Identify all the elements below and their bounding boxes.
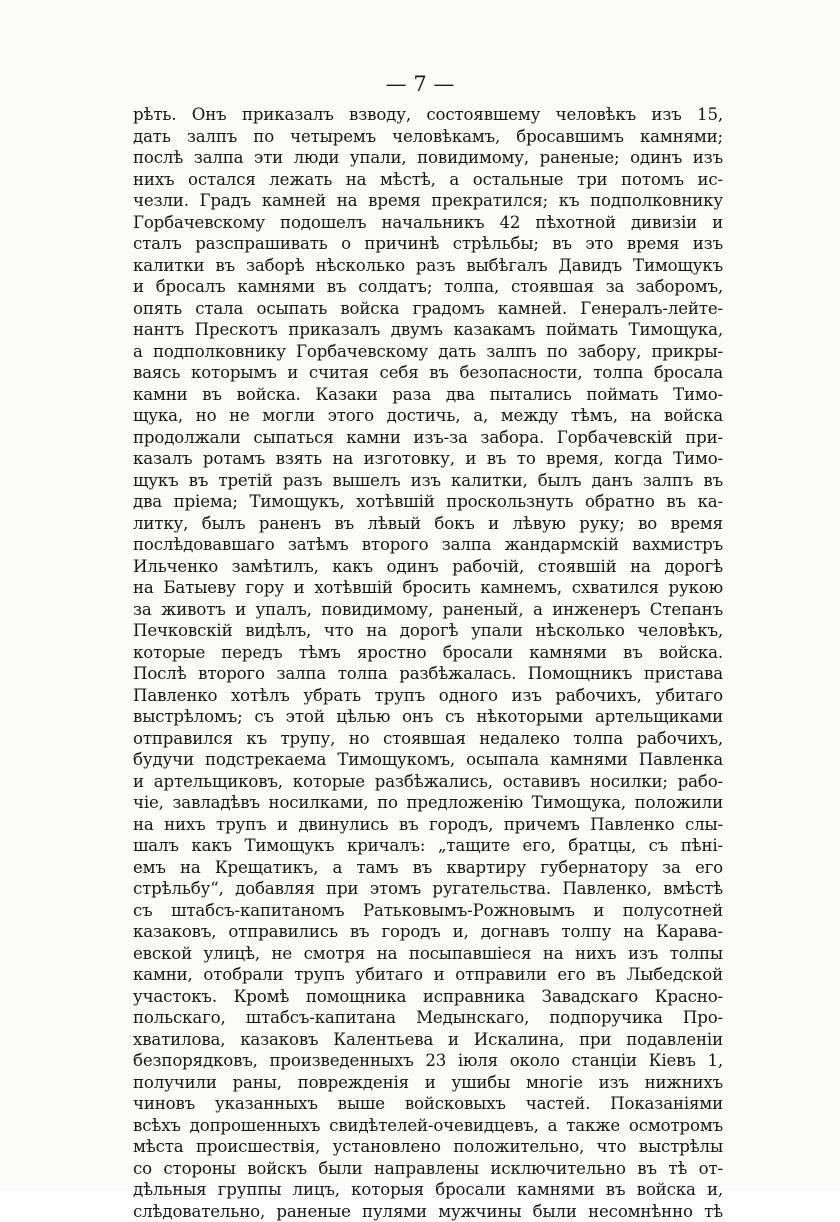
text-line: участокъ. Кромѣ помощника исправника Завадскаго Красно- bbox=[133, 986, 723, 1008]
text-line: и бросалъ камнями въ солдатъ; толпа, стоявшая за заборомъ, bbox=[133, 276, 723, 298]
text-line: щукъ въ третій разъ вышелъ изъ калитки, былъ данъ залпъ въ bbox=[133, 470, 723, 492]
text-line: камни, отобрали трупъ убитаго и отправили его въ Лыбедской bbox=[133, 964, 723, 986]
text-line: емъ на Крещатикъ, а тамъ въ квартиру губернатору за его bbox=[133, 857, 723, 879]
text-line: камни въ войска. Казаки раза два пытались поймать Тимо- bbox=[133, 384, 723, 406]
text-line: на Батыеву гору и хотѣвшій бросить камнемъ, схватился рукою bbox=[133, 577, 723, 599]
text-line: за животъ и упалъ, повидимому, раненый, а инженеръ Степанъ bbox=[133, 599, 723, 621]
text-line: и артельщиковъ, которые разбѣжались, оставивъ носилки; рабо- bbox=[133, 771, 723, 793]
text-line: рѣть. Онъ приказалъ взводу, состоявшему человѣкъ изъ 15, bbox=[133, 104, 723, 126]
text-line: сталъ разспрашивать о причинѣ стрѣльбы; въ это время изъ bbox=[133, 233, 723, 255]
text-line: послѣдовавшаго затѣмъ второго залпа жандармскій вахмистръ bbox=[133, 534, 723, 556]
text-line: мѣста происшествія, установлено положительно, что выстрѣлы bbox=[133, 1136, 723, 1158]
text-line: продолжали сыпаться камни изъ-за забора. Горбачевскій при- bbox=[133, 427, 723, 449]
text-line: два пріема; Тимощукъ, хотѣвшій проскользнуть обратно въ ка- bbox=[133, 491, 723, 513]
text-line: хватилова, казаковъ Калентьева и Искалина, при подавленіи bbox=[133, 1029, 723, 1051]
text-line: получили раны, поврежденія и ушибы многіе изъ нижнихъ bbox=[133, 1072, 723, 1094]
body-text bbox=[133, 104, 723, 1222]
text-line: нантъ Прескотъ приказалъ двумъ казакамъ поймать Тимощука, bbox=[133, 319, 723, 341]
text-line: Ильченко замѣтилъ, какъ одинъ рабочій, стоявшій на дорогѣ bbox=[133, 556, 723, 578]
text-line: выстрѣломъ; съ этой цѣлью онъ съ нѣкоторыми артельщиками bbox=[133, 706, 723, 728]
text-line: отправился къ трупу, но стоявшая недалеко толпа рабочихъ, bbox=[133, 728, 723, 750]
page-number: — 7 — bbox=[0, 72, 840, 96]
text-line: шалъ какъ Тимощукъ кричалъ: „тащите его, братцы, съ пѣні- bbox=[133, 835, 723, 857]
text-line: съ штабсъ-капитаномъ Ратьковымъ-Рожновымъ и полусотней bbox=[133, 900, 723, 922]
text-line: Печковскій видѣлъ, что на дорогѣ упали нѣсколько человѣкъ, bbox=[133, 620, 723, 642]
text-line: Горбачевскому подошелъ начальникъ 42 пѣхотной дивизіи и bbox=[133, 212, 723, 234]
text-line: Павленко хотѣлъ убрать трупъ одного изъ рабочихъ, убитаго bbox=[133, 685, 723, 707]
text-line: будучи подстрекаема Тимощукомъ, осыпала камнями Павленка bbox=[133, 749, 723, 771]
text-line: казаковъ, отправились въ городъ и, догнавъ толпу на Карава- bbox=[133, 921, 723, 943]
text-line: чиновъ указанныхъ выше войсковыхъ частей. Показаніями bbox=[133, 1093, 723, 1115]
text-line: которые передъ тѣмъ яростно бросали камнями въ войска. bbox=[133, 642, 723, 664]
text-line: всѣхъ допрошенныхъ свидѣтелей-очевидцевъ, а также осмотромъ bbox=[133, 1115, 723, 1137]
text-line: нихъ остался лежать на мѣстѣ, а остальные три потомъ ис- bbox=[133, 169, 723, 191]
text-line: опять стала осыпать войска градомъ камней. Генералъ-лейте- bbox=[133, 298, 723, 320]
text-line: щука, но не могли этого достичь, а, между тѣмъ, на войска bbox=[133, 405, 723, 427]
text-line: Послѣ второго залпа толпа разбѣжалась. Помощникъ пристава bbox=[133, 663, 723, 685]
text-line: безпорядковъ, произведенныхъ 23 іюля около станціи Кіевъ 1, bbox=[133, 1050, 723, 1072]
text-line: а подполковнику Горбачевскому дать залпъ по забору, прикры- bbox=[133, 341, 723, 363]
text-line: казалъ ротамъ взять на изготовку, и въ то время, когда Тимо- bbox=[133, 448, 723, 470]
text-line: ваясь которымъ и считая себя въ безопасности, толпа бросала bbox=[133, 362, 723, 384]
text-line: послѣ залпа эти люди упали, повидимому, раненые; одинъ изъ bbox=[133, 147, 723, 169]
text-line: евской улицѣ, не смотря на посыпавшіеся на нихъ изъ толпы bbox=[133, 943, 723, 965]
text-line: калитки въ заборѣ нѣсколько разъ выбѣгалъ Давидъ Тимощукъ bbox=[133, 255, 723, 277]
text-line: со стороны войскъ были направлены исключительно въ тѣ от- bbox=[133, 1158, 723, 1180]
text-line: на нихъ трупъ и двинулись въ городъ, причемъ Павленко слы- bbox=[133, 814, 723, 836]
text-line: дать залпъ по четыремъ человѣкамъ, бросавшимъ камнями; bbox=[133, 126, 723, 148]
text-line: литку, былъ раненъ въ лѣвый бокъ и лѣвую руку; во время bbox=[133, 513, 723, 535]
text-line: чезли. Градъ камней на время прекратился; къ подполковнику bbox=[133, 190, 723, 212]
text-line: польскаго, штабсъ-капитана Медынскаго, подпоручика Про- bbox=[133, 1007, 723, 1029]
text-line: чіе, завладѣвъ носилками, по предложенію Тимощука, положили bbox=[133, 792, 723, 814]
text-line: стрѣльбу“, добавляя при этомъ ругательства. Павленко, вмѣстѣ bbox=[133, 878, 723, 900]
text-line: дѣльныя группы лицъ, которыя бросали камнями въ войска и, bbox=[133, 1179, 723, 1201]
text-line: слѣдовательно, раненые пулями мужчины были несомнѣнно тѣ bbox=[133, 1201, 723, 1222]
